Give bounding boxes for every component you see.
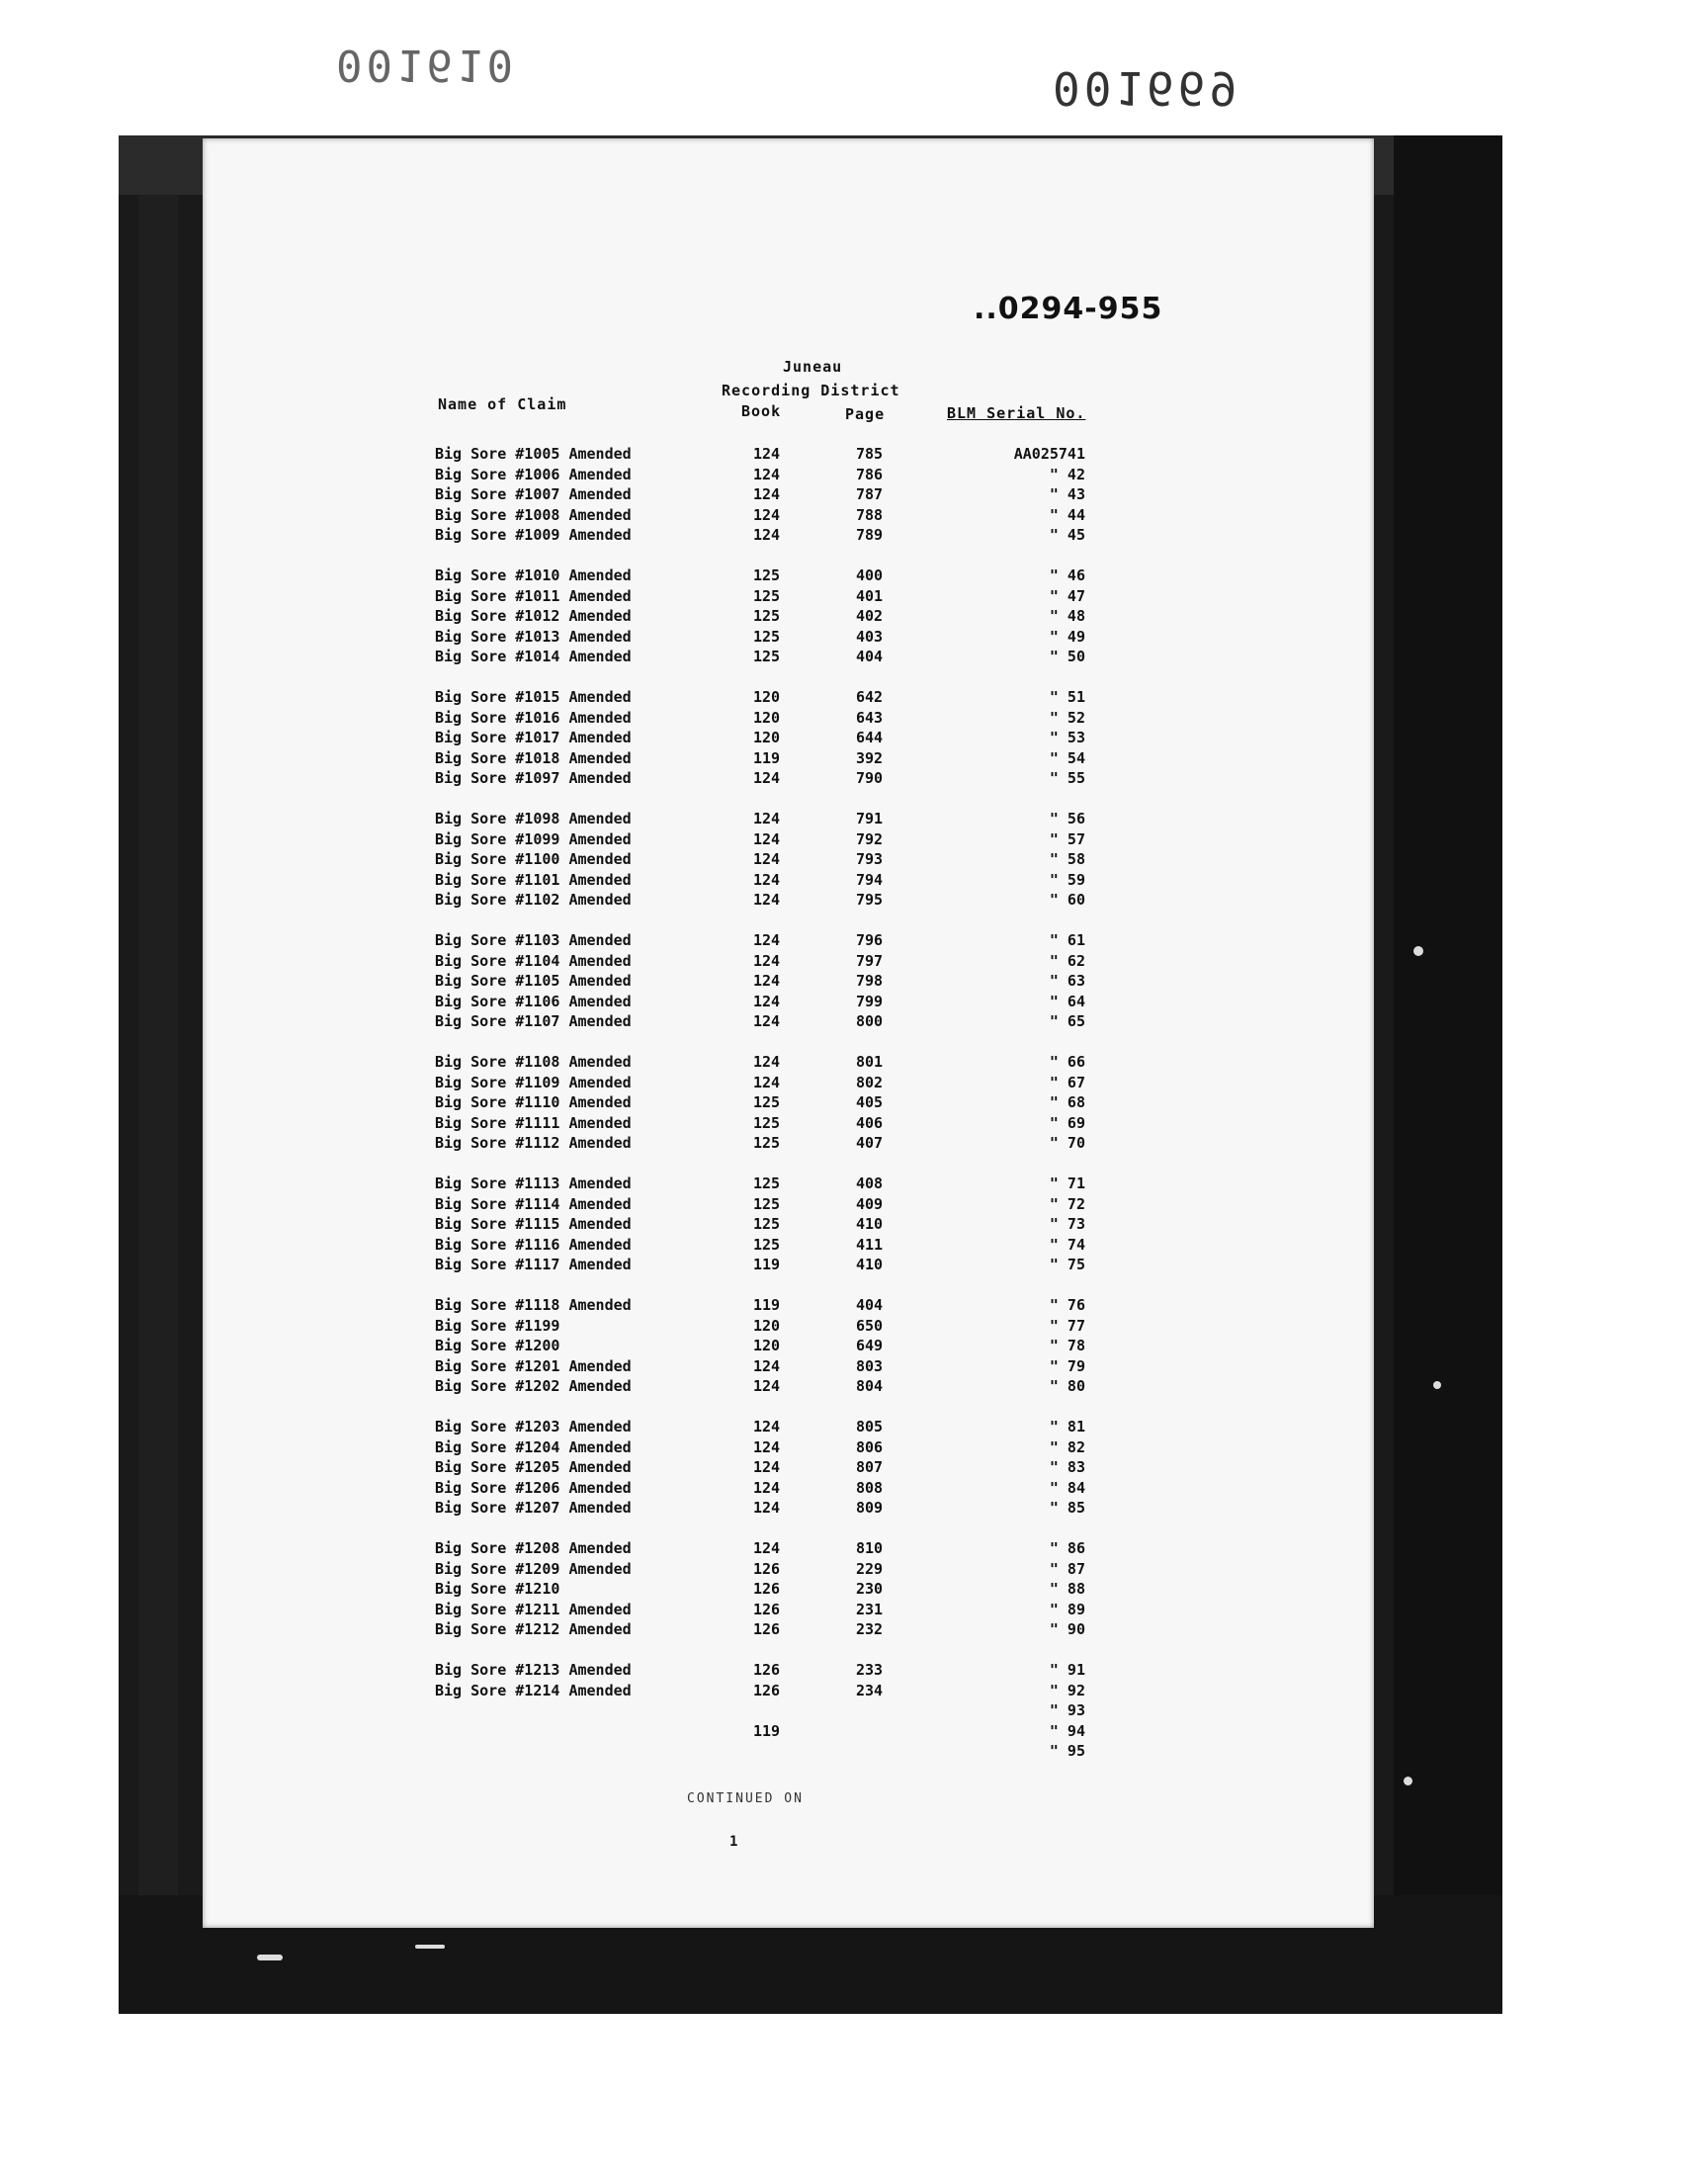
- serial-cell: " 78: [1049, 1337, 1085, 1355]
- book-cell: 125: [753, 586, 781, 605]
- header-page: Page: [845, 405, 886, 423]
- book-cell: 126: [753, 1559, 781, 1578]
- serial-cell: " 48: [1049, 607, 1085, 626]
- noise-speck: [257, 1955, 283, 1960]
- header-blm-serial: BLM Serial No.: [947, 404, 1086, 422]
- noise-speck: [1413, 946, 1423, 956]
- book-cell: 124: [753, 951, 781, 970]
- book-cell: 120: [753, 1337, 781, 1355]
- book-cell: 124: [753, 445, 781, 463]
- page-cell: 406: [856, 1113, 884, 1132]
- claim-name-cell: Big Sore #1206 Amended: [435, 1478, 632, 1497]
- book-cell: 124: [753, 769, 781, 788]
- reference-number: ..0294-955: [974, 292, 1163, 326]
- page-cell: 798: [856, 972, 884, 991]
- claim-name-cell: Big Sore #1112 Amended: [435, 1134, 632, 1153]
- book-cell: 125: [753, 1194, 781, 1213]
- serial-cell: " 85: [1049, 1499, 1085, 1518]
- serial-cell: " 54: [1049, 748, 1085, 767]
- book-cell: 120: [753, 688, 781, 706]
- page-cell: 787: [856, 485, 884, 504]
- claim-name-cell: Big Sore #1100 Amended: [435, 850, 632, 869]
- serial-cell: " 66: [1049, 1053, 1085, 1071]
- claim-name-cell: Big Sore #1013 Amended: [435, 627, 632, 646]
- serial-cell: " 59: [1049, 870, 1085, 889]
- claim-name-cell: Big Sore #1115 Amended: [435, 1215, 632, 1234]
- book-cell: 124: [753, 850, 781, 869]
- book-cell: 124: [753, 1073, 781, 1091]
- claim-name-cell: Big Sore #1101 Amended: [435, 870, 632, 889]
- page-cell: 794: [856, 870, 884, 889]
- claim-name-cell: Big Sore #1099 Amended: [435, 829, 632, 848]
- claim-name-cell: Big Sore #1201 Amended: [435, 1356, 632, 1375]
- serial-cell: " 74: [1049, 1235, 1085, 1254]
- claim-name-cell: Big Sore #1116 Amended: [435, 1235, 632, 1254]
- claim-name-cell: Big Sore #1213 Amended: [435, 1661, 632, 1679]
- claim-name-cell: Big Sore #1107 Amended: [435, 1012, 632, 1031]
- page-cell: 411: [856, 1235, 884, 1254]
- page-cell: 810: [856, 1539, 884, 1557]
- serial-cell: " 94: [1049, 1721, 1085, 1740]
- book-cell: 125: [753, 566, 781, 584]
- document-page: [203, 138, 1374, 1928]
- frame-edge-left: [138, 195, 178, 1935]
- serial-cell: " 67: [1049, 1073, 1085, 1091]
- page-cell: 403: [856, 627, 884, 646]
- book-cell: 124: [753, 870, 781, 889]
- book-cell: 125: [753, 1113, 781, 1132]
- page-cell: 792: [856, 829, 884, 848]
- page-cell: 809: [856, 1499, 884, 1518]
- claim-name-cell: Big Sore #1102 Amended: [435, 891, 632, 910]
- stamp-top-right: 001669: [1053, 61, 1241, 115]
- serial-cell: " 80: [1049, 1377, 1085, 1396]
- claim-name-cell: Big Sore #1017 Amended: [435, 729, 632, 747]
- claim-name-cell: Big Sore #1018 Amended: [435, 748, 632, 767]
- serial-cell: " 77: [1049, 1316, 1085, 1335]
- claim-name-cell: Big Sore #1211 Amended: [435, 1600, 632, 1618]
- serial-cell: " 92: [1049, 1681, 1085, 1699]
- serial-cell: " 56: [1049, 810, 1085, 827]
- serial-cell: " 88: [1049, 1580, 1085, 1599]
- page-cell: 231: [856, 1600, 884, 1618]
- noise-speck: [415, 1945, 445, 1949]
- book-cell: 120: [753, 708, 781, 727]
- book-cell: 119: [753, 1721, 781, 1740]
- claim-name-cell: Big Sore #1111 Amended: [435, 1113, 632, 1132]
- page-cell: 793: [856, 850, 884, 869]
- book-cell: 119: [753, 748, 781, 767]
- claim-name-cell: Big Sore #1207 Amended: [435, 1499, 632, 1518]
- header-book: Book: [741, 402, 782, 420]
- serial-cell: " 46: [1049, 566, 1085, 584]
- page-cell: 805: [856, 1418, 884, 1436]
- book-cell: 124: [753, 1539, 781, 1557]
- page-cell: 408: [856, 1174, 884, 1192]
- serial-cell: " 95: [1049, 1742, 1085, 1761]
- claim-name-cell: Big Sore #1200: [435, 1337, 560, 1355]
- book-cell: 124: [753, 891, 781, 910]
- serial-cell: " 82: [1049, 1437, 1085, 1456]
- serial-cell: " 83: [1049, 1458, 1085, 1477]
- page-cell: 801: [856, 1053, 884, 1071]
- page-cell: 410: [856, 1256, 884, 1274]
- book-cell: 124: [753, 1478, 781, 1497]
- claim-name-cell: Big Sore #1009 Amended: [435, 526, 632, 545]
- serial-cell: " 42: [1049, 465, 1085, 483]
- page-cell: 806: [856, 1437, 884, 1456]
- page-cell: 401: [856, 586, 884, 605]
- page-cell: 402: [856, 607, 884, 626]
- claim-name-cell: Big Sore #1008 Amended: [435, 505, 632, 524]
- book-cell: 119: [753, 1296, 781, 1314]
- page-cell: 800: [856, 1012, 884, 1031]
- book-cell: 124: [753, 1053, 781, 1071]
- serial-cell: " 71: [1049, 1174, 1085, 1192]
- book-cell: 119: [753, 1256, 781, 1274]
- page-cell: 803: [856, 1356, 884, 1375]
- book-cell: 124: [753, 526, 781, 545]
- serial-cell: " 76: [1049, 1296, 1085, 1314]
- book-cell: 126: [753, 1580, 781, 1599]
- claim-name-cell: Big Sore #1118 Amended: [435, 1296, 632, 1314]
- serial-cell: " 43: [1049, 485, 1085, 504]
- book-cell: 125: [753, 648, 781, 666]
- page-cell: 804: [856, 1377, 884, 1396]
- serial-cell: " 73: [1049, 1215, 1085, 1234]
- serial-cell: " 90: [1049, 1620, 1085, 1639]
- claim-name-cell: Big Sore #1203 Amended: [435, 1418, 632, 1436]
- serial-cell: " 87: [1049, 1559, 1085, 1578]
- page-cell: 791: [856, 810, 884, 827]
- book-cell: 124: [753, 1418, 781, 1436]
- claim-name-cell: Big Sore #1117 Amended: [435, 1256, 632, 1274]
- page-cell: 410: [856, 1215, 884, 1234]
- claim-name-cell: Big Sore #1208 Amended: [435, 1539, 632, 1557]
- claim-name-cell: Big Sore #1205 Amended: [435, 1458, 632, 1477]
- book-cell: 125: [753, 1235, 781, 1254]
- serial-cell: " 68: [1049, 1093, 1085, 1112]
- serial-cell: " 64: [1049, 992, 1085, 1010]
- header-district-line1: Juneau: [783, 358, 843, 376]
- claim-name-cell: Big Sore #1210: [435, 1580, 560, 1599]
- claim-name-cell: Big Sore #1105 Amended: [435, 972, 632, 991]
- page-cell: 799: [856, 992, 884, 1010]
- page-cell: 644: [856, 729, 884, 747]
- book-cell: 124: [753, 810, 781, 827]
- book-cell: 120: [753, 729, 781, 747]
- claim-name-cell: Big Sore #1007 Amended: [435, 485, 632, 504]
- header-district-line2: Recording District: [722, 382, 900, 399]
- claim-name-cell: Big Sore #1006 Amended: [435, 465, 632, 483]
- serial-cell: " 51: [1049, 688, 1085, 706]
- page-number: 1: [729, 1834, 738, 1850]
- claim-name-cell: Big Sore #1103 Amended: [435, 931, 632, 949]
- book-cell: 124: [753, 1377, 781, 1396]
- book-cell: 124: [753, 1437, 781, 1456]
- page-cell: 790: [856, 769, 884, 788]
- noise-speck: [1433, 1381, 1441, 1389]
- serial-cell: " 61: [1049, 931, 1085, 949]
- serial-cell: " 91: [1049, 1661, 1085, 1679]
- book-cell: 124: [753, 972, 781, 991]
- claim-name-cell: Big Sore #1010 Amended: [435, 566, 632, 584]
- page-cell: 788: [856, 505, 884, 524]
- serial-cell: " 89: [1049, 1600, 1085, 1618]
- page-cell: 407: [856, 1134, 884, 1153]
- page-cell: 650: [856, 1316, 884, 1335]
- book-cell: 124: [753, 829, 781, 848]
- page-cell: 649: [856, 1337, 884, 1355]
- book-cell: 125: [753, 607, 781, 626]
- serial-cell: " 81: [1049, 1418, 1085, 1436]
- page-cell: 232: [856, 1620, 884, 1639]
- claim-name-cell: Big Sore #1011 Amended: [435, 586, 632, 605]
- serial-cell: " 63: [1049, 972, 1085, 991]
- claim-name-cell: Big Sore #1113 Amended: [435, 1174, 632, 1192]
- book-cell: 125: [753, 1174, 781, 1192]
- book-cell: 124: [753, 465, 781, 483]
- serial-cell: " 58: [1049, 850, 1085, 869]
- page-cell: 796: [856, 931, 884, 949]
- serial-cell: " 60: [1049, 891, 1085, 910]
- book-cell: 124: [753, 1458, 781, 1477]
- page-cell: 409: [856, 1194, 884, 1213]
- page-cell: 233: [856, 1661, 884, 1679]
- serial-cell: " 69: [1049, 1113, 1085, 1132]
- serial-cell: " 86: [1049, 1539, 1085, 1557]
- header-name-of-claim: Name of Claim: [438, 395, 567, 413]
- page-cell: 404: [856, 648, 884, 666]
- serial-cell: " 53: [1049, 729, 1085, 747]
- book-cell: 126: [753, 1681, 781, 1699]
- book-cell: 124: [753, 992, 781, 1010]
- page-cell: 229: [856, 1559, 884, 1578]
- footer-continued: CONTINUED ON: [687, 1791, 804, 1806]
- serial-cell: " 45: [1049, 526, 1085, 545]
- page-cell: 400: [856, 566, 884, 584]
- book-cell: 125: [753, 627, 781, 646]
- claim-name-cell: Big Sore #1098 Amended: [435, 810, 632, 827]
- book-cell: 125: [753, 1215, 781, 1234]
- page-cell: 234: [856, 1681, 884, 1699]
- book-cell: 125: [753, 1134, 781, 1153]
- serial-cell: " 70: [1049, 1134, 1085, 1153]
- book-cell: 124: [753, 1499, 781, 1518]
- claim-name-cell: Big Sore #1109 Amended: [435, 1073, 632, 1091]
- stamp-top-left: 001610: [336, 40, 517, 90]
- noise-speck: [1404, 1777, 1412, 1785]
- serial-cell: " 55: [1049, 769, 1085, 788]
- page-cell: 786: [856, 465, 884, 483]
- serial-cell: " 44: [1049, 505, 1085, 524]
- page-cell: 795: [856, 891, 884, 910]
- claim-name-cell: Big Sore #1209 Amended: [435, 1559, 632, 1578]
- claim-name-cell: Big Sore #1104 Amended: [435, 951, 632, 970]
- book-cell: 124: [753, 1012, 781, 1031]
- serial-cell: " 52: [1049, 708, 1085, 727]
- book-cell: 126: [753, 1661, 781, 1679]
- book-cell: 124: [753, 1356, 781, 1375]
- page-cell: 807: [856, 1458, 884, 1477]
- serial-cell: " 72: [1049, 1194, 1085, 1213]
- serial-cell: " 57: [1049, 829, 1085, 848]
- book-cell: 126: [753, 1600, 781, 1618]
- page-cell: 797: [856, 951, 884, 970]
- page-cell: 802: [856, 1073, 884, 1091]
- claim-name-cell: Big Sore #1204 Amended: [435, 1437, 632, 1456]
- page-cell: 642: [856, 688, 884, 706]
- page-cell: 405: [856, 1093, 884, 1112]
- serial-cell: " 79: [1049, 1356, 1085, 1375]
- page-cell: 785: [856, 445, 884, 463]
- claim-name-cell: Big Sore #1014 Amended: [435, 648, 632, 666]
- serial-cell: " 75: [1049, 1256, 1085, 1274]
- claim-name-cell: Big Sore #1114 Amended: [435, 1194, 632, 1213]
- serial-cell: AA025741: [1013, 445, 1085, 463]
- claim-name-cell: Big Sore #1016 Amended: [435, 708, 632, 727]
- book-cell: 120: [753, 1316, 781, 1335]
- page-cell: 789: [856, 526, 884, 545]
- book-cell: 125: [753, 1093, 781, 1112]
- claim-name-cell: Big Sore #1097 Amended: [435, 769, 632, 788]
- serial-cell: " 62: [1049, 951, 1085, 970]
- book-cell: 124: [753, 931, 781, 949]
- claim-name-cell: Big Sore #1110 Amended: [435, 1093, 632, 1112]
- book-cell: 124: [753, 485, 781, 504]
- claim-name-cell: Big Sore #1202 Amended: [435, 1377, 632, 1396]
- claim-name-cell: Big Sore #1015 Amended: [435, 688, 632, 706]
- serial-cell: " 50: [1049, 648, 1085, 666]
- book-cell: 126: [753, 1620, 781, 1639]
- claim-name-cell: Big Sore #1106 Amended: [435, 992, 632, 1010]
- claim-name-cell: Big Sore #1214 Amended: [435, 1681, 632, 1699]
- claim-name-cell: Big Sore #1012 Amended: [435, 607, 632, 626]
- serial-cell: " 93: [1049, 1701, 1085, 1720]
- page-cell: 808: [856, 1478, 884, 1497]
- claim-name-cell: Big Sore #1108 Amended: [435, 1053, 632, 1071]
- serial-cell: " 49: [1049, 627, 1085, 646]
- claim-name-cell: Big Sore #1199: [435, 1316, 560, 1335]
- page-cell: 392: [856, 748, 884, 767]
- claim-name-cell: Big Sore #1212 Amended: [435, 1620, 632, 1639]
- serial-cell: " 65: [1049, 1012, 1085, 1031]
- serial-cell: " 84: [1049, 1478, 1085, 1497]
- page-cell: 230: [856, 1580, 884, 1599]
- serial-cell: " 47: [1049, 586, 1085, 605]
- page-cell: 404: [856, 1296, 884, 1314]
- book-cell: 124: [753, 505, 781, 524]
- page-cell: 643: [856, 708, 884, 727]
- claim-name-cell: Big Sore #1005 Amended: [435, 445, 632, 463]
- frame-edge-right: [1394, 135, 1502, 2014]
